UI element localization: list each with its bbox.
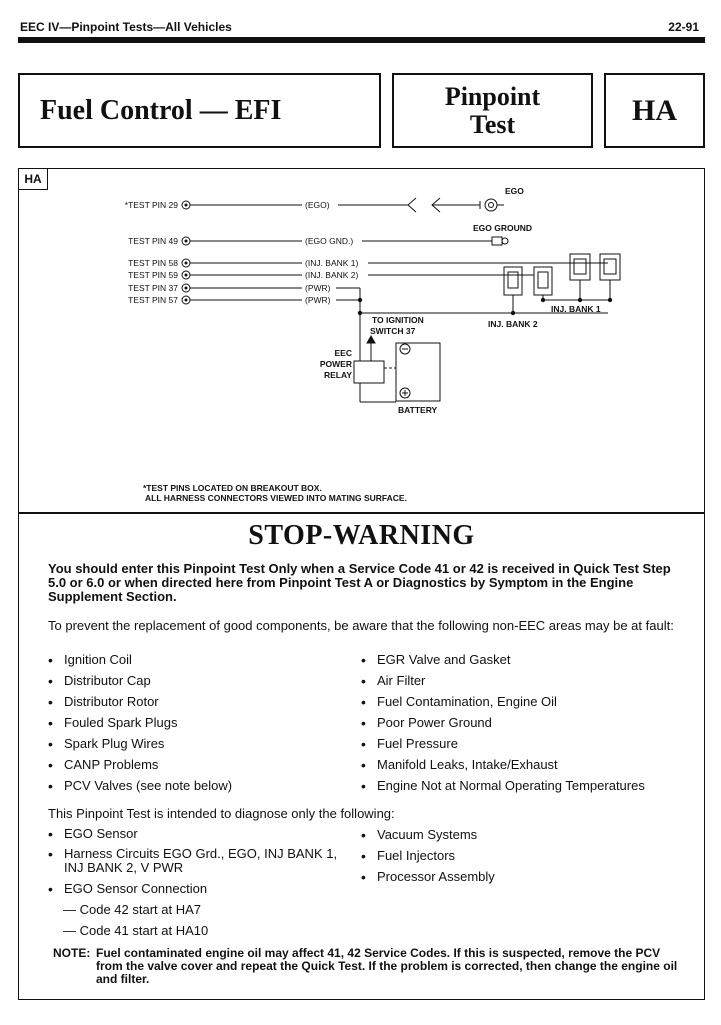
- fault-list-right: [361, 652, 645, 799]
- battery-label: BATTERY: [398, 405, 438, 415]
- list-item: • Fuel Injectors: [361, 848, 495, 869]
- wire-label: (EGO GND.): [305, 236, 354, 246]
- diagram-footnote: [143, 483, 407, 503]
- running-header-section: EEC IV—Pinpoint Tests—All Vehicles: [20, 20, 232, 34]
- header-rule: [18, 37, 705, 43]
- list-item: • Fuel Pressure: [361, 736, 645, 757]
- wire-label: (INJ. BANK 2): [305, 270, 359, 280]
- list-item: • Poor Power Ground: [361, 715, 645, 736]
- pin-label: TEST PIN 57: [128, 295, 178, 305]
- wire-label: (EGO): [305, 200, 330, 210]
- test-code-box: HA: [604, 73, 705, 148]
- list-item: • PCV Valves (see note below): [48, 778, 232, 799]
- relay-label: EEC: [334, 348, 352, 358]
- test-label: Test: [469, 109, 516, 139]
- pin-label: TEST PIN 37: [128, 283, 178, 293]
- list-item: • Air Filter: [361, 673, 645, 694]
- relay-label: POWER: [319, 359, 352, 369]
- diagram-tag: HA: [18, 168, 48, 190]
- stop-warning-heading: STOP-WARNING: [248, 520, 475, 551]
- list-item: • Manifold Leaks, Intake/Exhaust: [361, 757, 645, 778]
- pin-label: *TEST PIN 29: [124, 200, 178, 210]
- list-subitem: — Code 42 start at HA7: [63, 902, 202, 917]
- title-box: Fuel Control — EFI: [18, 73, 381, 148]
- pin-label: TEST PIN 58: [128, 258, 178, 268]
- footnote-line: *TEST PINS LOCATED ON BREAKOUT BOX.: [143, 483, 322, 493]
- list-item: • EGO Sensor Connection: [48, 881, 358, 902]
- pin-label: TEST PIN 49: [128, 236, 178, 246]
- ego-ground-label: EGO GROUND: [473, 223, 533, 233]
- list-item: • Spark Plug Wires: [48, 736, 232, 757]
- list-item: • Vacuum Systems: [361, 827, 495, 848]
- list-item: • Fouled Spark Plugs: [48, 715, 232, 736]
- injector-bank-1: [570, 254, 620, 300]
- ego-sensor: [480, 199, 504, 211]
- list-subitem: — Code 41 start at HA10: [63, 923, 209, 938]
- warning-intro: You should enter this Pinpoint Test Only when a Service Code 41 or 42 is received in Quick Test Step 5.0 or 6.0 or when directed here from Pinpoint Test A or Diagnostics by Symptom in the Engine Supplement Section.: [48, 561, 671, 604]
- battery-symbol: [384, 343, 440, 401]
- wire-label: (PWR): [305, 295, 331, 305]
- list-item: • EGR Valve and Gasket: [361, 652, 645, 673]
- pinpoint-label: Pinpoint: [444, 81, 541, 111]
- note-label: NOTE:: [53, 946, 91, 960]
- list-item: • Distributor Rotor: [48, 694, 232, 715]
- list-item: • Fuel Contamination, Engine Oil: [361, 694, 645, 715]
- ego-ground-connector: [492, 237, 508, 245]
- page-number: 22-91: [668, 20, 699, 34]
- prevent-paragraph: To prevent the replacement of good components, be aware that the following non-EEC areas may be at fault:: [48, 618, 674, 633]
- pin-connectors: [182, 201, 190, 304]
- list-item: • Engine Not at Normal Operating Temperatures: [361, 778, 645, 799]
- list-item: • CANP Problems: [48, 757, 232, 778]
- list-item: • Harness Circuits EGO Grd., EGO, INJ BANK 1, INJ BANK 2, V PWR: [48, 847, 358, 881]
- ignition-label: SWITCH 37: [370, 326, 416, 336]
- inj-bank-2-label: INJ. BANK 2: [488, 319, 538, 329]
- wire-label: (INJ. BANK 1): [305, 258, 359, 268]
- list-item: • EGO Sensor: [48, 826, 358, 847]
- relay-label: RELAY: [323, 370, 352, 380]
- list-item: • Processor Assembly: [361, 869, 495, 890]
- list-item: • Distributor Cap: [48, 673, 232, 694]
- diagnose-list-right: [361, 827, 495, 890]
- wire-label: (PWR): [305, 283, 331, 293]
- list-item: • Ignition Coil: [48, 652, 232, 673]
- note-block: [53, 947, 683, 986]
- diagnose-list-left: [48, 826, 358, 944]
- footnote-line: ALL HARNESS CONNECTORS VIEWED INTO MATING SURFACE.: [145, 493, 407, 503]
- note-body: Fuel contaminated engine oil may affect 41, 42 Service Codes. If this is suspected, remove the PCV from the valve cover and repeat the Quick Test. If the problem is corrected, then change the engine oil and filter.: [96, 946, 678, 986]
- ignition-label: TO IGNITION: [372, 315, 424, 325]
- pin-label: TEST PIN 59: [128, 270, 178, 280]
- wiring-diagram: [18, 168, 705, 483]
- pinpoint-test-box: [392, 73, 593, 148]
- diagnose-paragraph: This Pinpoint Test is intended to diagnose only the following:: [48, 806, 395, 821]
- inj-bank-1-label: INJ. BANK 1: [551, 304, 601, 314]
- ego-label: EGO: [505, 186, 524, 196]
- fault-list-left: [48, 652, 232, 799]
- frame-divider: [18, 512, 705, 514]
